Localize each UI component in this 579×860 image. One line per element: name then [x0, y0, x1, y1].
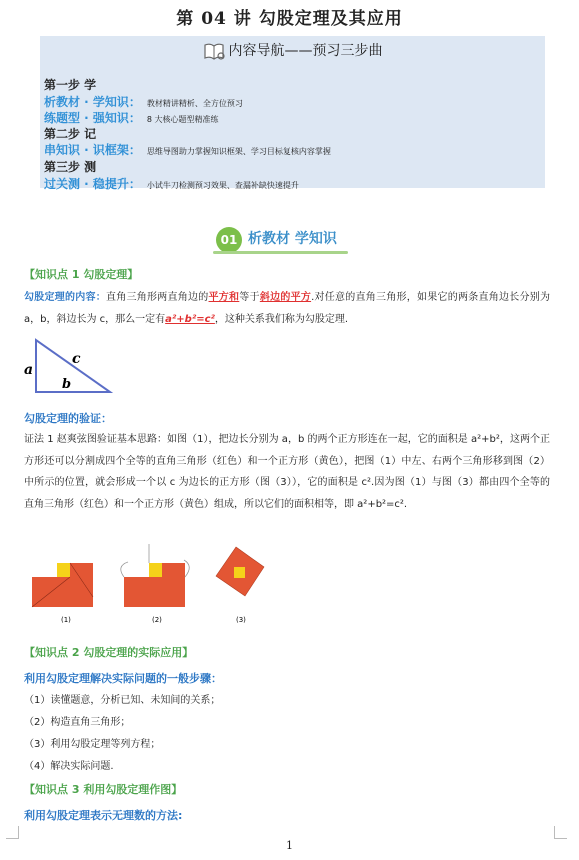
- drawing-method-heading: 利用勾股定理表示无理数的方法:: [24, 809, 183, 822]
- figure-3: [216, 547, 264, 624]
- verification-text: 证法 1 赵爽弦图验证基本思路：如图（1），把边长分别为 a，b 的两个正方形连在一起，它的面积是 a²+b²，这两个正方形还可以分割成四个全等的直角三角形（红色）和一个正方形（黄色），把图（1）中左、右两个三角形移到图（2）中所示的位置，就会形成一个以 c 为边长的正方形（图（3）），它的面积是 c².因为图（1）与图（3）都由四个全等的直角三角形（红色）和一个正方形（黄色）组成，所以它们的面积相等，即 a²+b²=c².: [24, 434, 550, 510]
- section-underline: [213, 251, 348, 254]
- application-heading: 利用勾股定理解决实际问题的一般步骤：: [24, 672, 222, 685]
- knowledge-point-2: 【知识点 2 勾股定理的实际应用】: [24, 646, 194, 659]
- section-number-badge: 01: [216, 227, 242, 253]
- section-title: 析教材 学知识: [248, 231, 337, 247]
- figure-2-label: (2): [152, 616, 162, 624]
- application-step-1: （1）读懂题意，分析已知、未知间的关系；: [24, 695, 221, 706]
- step-1-label: 第一步 学: [44, 78, 97, 92]
- leg-a-label: a: [24, 362, 34, 378]
- knowledge-point-1: 【知识点 1 勾股定理】: [24, 268, 139, 281]
- step-row-test: 过关测 · 稳提升： 小试牛刀检测预习效果、查漏补缺快速提升: [44, 177, 299, 191]
- figure-1: [32, 563, 93, 624]
- hypotenuse-c-label: c: [72, 351, 81, 367]
- knowledge-point-3: 【知识点 3 利用勾股定理作图】: [24, 783, 183, 796]
- right-triangle-figure: [22, 334, 114, 396]
- navigation-heading-text: 内容导航——预习三步曲: [228, 43, 383, 59]
- verification-heading: 勾股定理的验证：: [24, 412, 112, 425]
- corner-mark-right: [554, 826, 567, 839]
- leg-b-label: b: [62, 377, 72, 392]
- corner-mark-left: [6, 826, 19, 839]
- step-3-label: 第三步 测: [44, 160, 97, 174]
- navigation-heading: [40, 36, 545, 68]
- application-step-2: （2）构造直角三角形；: [24, 717, 131, 728]
- step-row-practice: 练题型 · 强知识： 8 大核心题型精准练: [44, 111, 219, 125]
- figure-2: [121, 544, 189, 624]
- proof-figures: [24, 540, 279, 630]
- step-row-framework: 串知识 · 识框架： 思维导图助力掌握知识框架、学习目标复核内容掌握: [44, 143, 331, 157]
- application-step-4: （4）解决实际问题.: [24, 761, 114, 772]
- book-icon: [203, 41, 225, 61]
- application-step-3: （3）利用勾股定理等列方程；: [24, 739, 161, 750]
- theorem-content: 勾股定理的内容：直角三角形两直角边的平方和等于斜边的平方.对任意的直角三角形，如果它的两条直角边长分别为 a，b，斜边长为 c，那么一定有a²+b²=c²，这种关系我们称为勾股定理.: [24, 292, 551, 325]
- figure-1-label: (1): [61, 616, 71, 624]
- step-row-textbook: 析教材 · 学知识： 教材精讲精析、全方位预习: [44, 95, 243, 109]
- page-number: 1: [286, 839, 293, 852]
- step-2-label: 第二步 记: [44, 127, 97, 141]
- figure-3-label: (3): [236, 616, 246, 624]
- page-title: 第 04 讲 勾股定理及其应用: [176, 9, 403, 29]
